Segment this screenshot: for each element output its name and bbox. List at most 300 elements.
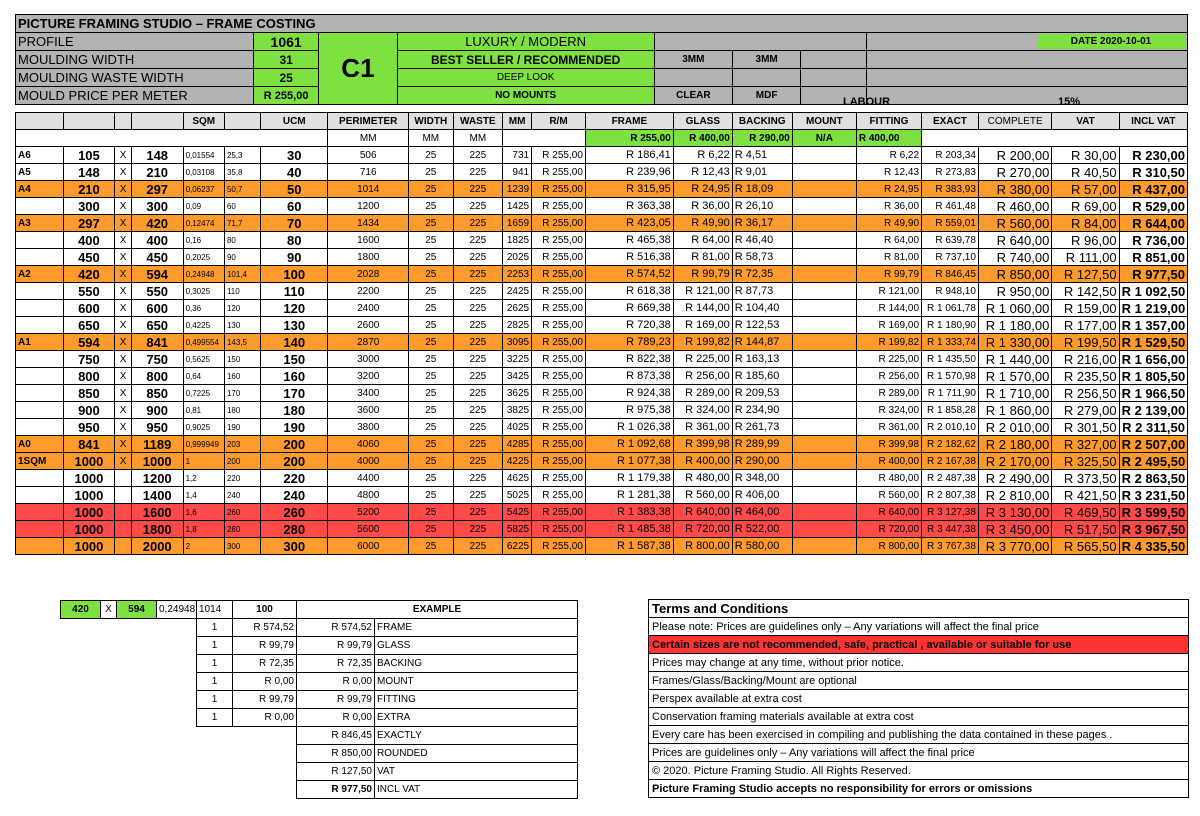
size-name bbox=[16, 368, 64, 385]
exact-cost: R 2 487,38 bbox=[922, 470, 979, 487]
backing-cost: R 289,99 bbox=[732, 436, 792, 453]
fitting-cost: R 324,00 bbox=[856, 402, 921, 419]
size-x: X bbox=[115, 453, 132, 470]
size-cm: 101,4 bbox=[224, 266, 260, 283]
complete-cost: R 950,00 bbox=[978, 283, 1051, 300]
size-name bbox=[16, 317, 64, 334]
example-item-name: FITTING bbox=[375, 691, 578, 709]
backing-cost: R 36,17 bbox=[732, 215, 792, 232]
complete-cost: R 850,00 bbox=[978, 266, 1051, 283]
size-cm: 130 bbox=[224, 317, 260, 334]
table-row bbox=[16, 334, 1188, 351]
unit-row-blank bbox=[16, 130, 328, 147]
example-item-name: FRAME bbox=[375, 619, 578, 637]
example-total-value: R 977,50 bbox=[297, 781, 375, 799]
example-width[interactable]: 420 bbox=[61, 601, 101, 619]
mm-value: 4225 bbox=[503, 453, 532, 470]
fitting-cost: R 169,00 bbox=[856, 317, 921, 334]
example-item-name: EXTRA bbox=[375, 709, 578, 727]
size-name bbox=[16, 470, 64, 487]
col-blank bbox=[131, 113, 183, 130]
example-qty[interactable]: 1 bbox=[197, 709, 233, 727]
ucm-value: 50 bbox=[261, 181, 328, 198]
width-value: 25 bbox=[409, 283, 453, 300]
fitting-cost: R 64,00 bbox=[856, 232, 921, 249]
mm-value: 2825 bbox=[503, 317, 532, 334]
size-width: 594 bbox=[63, 334, 115, 351]
size-width: 450 bbox=[63, 249, 115, 266]
mount-cost bbox=[792, 538, 856, 555]
sqm-value: 1,8 bbox=[183, 521, 224, 538]
width-value: 25 bbox=[409, 300, 453, 317]
price-backing[interactable]: R 290,00 bbox=[732, 130, 792, 147]
price-mount[interactable]: N/A bbox=[792, 130, 856, 147]
page-title: PICTURE FRAMING STUDIO – FRAME COSTING bbox=[16, 15, 1188, 33]
glass-cost: R 800,00 bbox=[673, 538, 732, 555]
fitting-cost: R 199,82 bbox=[856, 334, 921, 351]
terms-block bbox=[648, 599, 1189, 798]
mm-value: 2025 bbox=[503, 249, 532, 266]
glass-cost: R 99,79 bbox=[673, 266, 732, 283]
ucm-value: 200 bbox=[261, 453, 328, 470]
size-name bbox=[16, 300, 64, 317]
fitting-cost: R 361,00 bbox=[856, 419, 921, 436]
perimeter-value: 1600 bbox=[328, 232, 409, 249]
frame-cost: R 1 485,38 bbox=[585, 521, 673, 538]
vat-cost: R 565,50 bbox=[1052, 538, 1119, 555]
glass-cost: R 560,00 bbox=[673, 487, 732, 504]
mount-cost bbox=[792, 334, 856, 351]
complete-cost: R 2 010,00 bbox=[978, 419, 1051, 436]
fitting-cost: R 144,00 bbox=[856, 300, 921, 317]
frame-cost: R 186,41 bbox=[585, 147, 673, 164]
example-line-cost: R 574,52 bbox=[297, 619, 375, 637]
glass-cost: R 169,00 bbox=[673, 317, 732, 334]
size-name: A5 bbox=[16, 164, 64, 181]
size-height: 1400 bbox=[131, 487, 183, 504]
width-value: 25 bbox=[409, 419, 453, 436]
table-row bbox=[16, 351, 1188, 368]
rm-value: R 255,00 bbox=[532, 368, 586, 385]
rm-value: R 255,00 bbox=[532, 266, 586, 283]
width-value: 25 bbox=[409, 351, 453, 368]
complete-cost: R 1 860,00 bbox=[978, 402, 1051, 419]
date-cell bbox=[866, 33, 1187, 51]
size-height: 1200 bbox=[131, 470, 183, 487]
mount-cost bbox=[792, 504, 856, 521]
waste-value: 225 bbox=[453, 181, 503, 198]
example-total-row bbox=[61, 727, 578, 745]
exact-cost: R 383,93 bbox=[922, 181, 979, 198]
mm-value: 1425 bbox=[503, 198, 532, 215]
waste-value: 225 bbox=[453, 232, 503, 249]
ucm-value: 40 bbox=[261, 164, 328, 181]
terms-line-row bbox=[649, 690, 1189, 708]
mount-cost bbox=[792, 283, 856, 300]
size-name bbox=[16, 419, 64, 436]
perimeter-value: 4060 bbox=[328, 436, 409, 453]
vat-cost: R 373,50 bbox=[1052, 470, 1119, 487]
exact-cost: R 1 180,90 bbox=[922, 317, 979, 334]
width-value: 25 bbox=[409, 385, 453, 402]
col-frame: FRAME bbox=[585, 113, 673, 130]
incl-vat-cost: R 1 357,00 bbox=[1119, 317, 1187, 334]
perimeter-value: 4400 bbox=[328, 470, 409, 487]
profile-code: C1 bbox=[319, 33, 397, 105]
backing-cost: R 209,53 bbox=[732, 385, 792, 402]
incl-vat-cost: R 2 863,50 bbox=[1119, 470, 1187, 487]
table-row bbox=[16, 283, 1188, 300]
sqm-value: 0,09 bbox=[183, 198, 224, 215]
size-cm: 35,8 bbox=[224, 164, 260, 181]
size-x: X bbox=[115, 436, 132, 453]
mount-cost bbox=[792, 232, 856, 249]
complete-cost: R 460,00 bbox=[978, 198, 1051, 215]
mount-cost bbox=[792, 351, 856, 368]
mount-cost bbox=[792, 147, 856, 164]
frame-cost: R 1 179,38 bbox=[585, 470, 673, 487]
backing-cost: R 4,51 bbox=[732, 147, 792, 164]
backing-cost: R 9,01 bbox=[732, 164, 792, 181]
ucm-value: 120 bbox=[261, 300, 328, 317]
perimeter-value: 4800 bbox=[328, 487, 409, 504]
example-qty[interactable]: 1 bbox=[197, 673, 233, 691]
vat-cost: R 279,00 bbox=[1052, 402, 1119, 419]
example-total-name: EXACTLY bbox=[375, 727, 578, 745]
vat-cost: R 142,50 bbox=[1052, 283, 1119, 300]
rm-value: R 255,00 bbox=[532, 436, 586, 453]
mm-value: 2253 bbox=[503, 266, 532, 283]
glass-cost: R 121,00 bbox=[673, 283, 732, 300]
header-filler bbox=[866, 87, 1187, 105]
size-name: A2 bbox=[16, 266, 64, 283]
sqm-value: 0,03108 bbox=[183, 164, 224, 181]
size-name: 1SQM bbox=[16, 453, 64, 470]
backing-cost: R 26,10 bbox=[732, 198, 792, 215]
width-value: 25 bbox=[409, 453, 453, 470]
sqm-value: 1,6 bbox=[183, 504, 224, 521]
col-exact: EXACT bbox=[922, 113, 979, 130]
size-height: 800 bbox=[131, 368, 183, 385]
size-height: 900 bbox=[131, 402, 183, 419]
example-item-row bbox=[61, 655, 578, 673]
vat-cost: R 199,50 bbox=[1052, 334, 1119, 351]
sqm-value: 0,81 bbox=[183, 402, 224, 419]
vat-cost: R 84,00 bbox=[1052, 215, 1119, 232]
perimeter-value: 716 bbox=[328, 164, 409, 181]
glass-cost: R 36,00 bbox=[673, 198, 732, 215]
exact-cost: R 1 333,74 bbox=[922, 334, 979, 351]
table-row bbox=[16, 300, 1188, 317]
example-item-row bbox=[61, 673, 578, 691]
complete-cost: R 3 450,00 bbox=[978, 521, 1051, 538]
ucm-value: 220 bbox=[261, 470, 328, 487]
perimeter-value: 1014 bbox=[328, 181, 409, 198]
terms-line-row bbox=[649, 708, 1189, 726]
vat-cost: R 517,50 bbox=[1052, 521, 1119, 538]
mount-cost bbox=[792, 419, 856, 436]
price-fitting[interactable]: R 400,00 bbox=[856, 130, 921, 147]
perimeter-value: 3600 bbox=[328, 402, 409, 419]
size-x: X bbox=[115, 249, 132, 266]
complete-cost: R 2 170,00 bbox=[978, 453, 1051, 470]
size-x bbox=[115, 470, 132, 487]
glass-cost: R 64,00 bbox=[673, 232, 732, 249]
example-item-row bbox=[61, 691, 578, 709]
mm-value: 5425 bbox=[503, 504, 532, 521]
incl-vat-cost: R 310,50 bbox=[1119, 164, 1187, 181]
incl-vat-cost: R 2 139,00 bbox=[1119, 402, 1187, 419]
mm-value: 5025 bbox=[503, 487, 532, 504]
backing-cost: R 87,73 bbox=[732, 283, 792, 300]
ucm-value: 300 bbox=[261, 538, 328, 555]
perimeter-value: 2870 bbox=[328, 334, 409, 351]
complete-cost: R 640,00 bbox=[978, 232, 1051, 249]
mm-value: 1659 bbox=[503, 215, 532, 232]
exact-cost: R 3 767,38 bbox=[922, 538, 979, 555]
size-name: A3 bbox=[16, 215, 64, 232]
incl-vat-cost: R 2 495,50 bbox=[1119, 453, 1187, 470]
backing-cost: R 234,90 bbox=[732, 402, 792, 419]
exact-cost: R 2 807,38 bbox=[922, 487, 979, 504]
example-blank bbox=[61, 727, 297, 745]
vat-cost: R 235,50 bbox=[1052, 368, 1119, 385]
backing-cost: R 72,35 bbox=[732, 266, 792, 283]
example-blank bbox=[61, 745, 297, 763]
vat-cost: R 111,00 bbox=[1052, 249, 1119, 266]
size-height: 148 bbox=[131, 147, 183, 164]
perimeter-value: 1800 bbox=[328, 249, 409, 266]
perimeter-value: 2400 bbox=[328, 300, 409, 317]
table-row bbox=[16, 317, 1188, 334]
mould-price-value[interactable]: R 255,00 bbox=[254, 87, 319, 105]
complete-cost: R 1 060,00 bbox=[978, 300, 1051, 317]
terms-line: Certain sizes are not recommended, safe, practical , available or suitable for use bbox=[649, 636, 1189, 654]
size-name: A1 bbox=[16, 334, 64, 351]
size-height: 450 bbox=[131, 249, 183, 266]
example-total-value: R 846,45 bbox=[297, 727, 375, 745]
sqm-value: 0,3025 bbox=[183, 283, 224, 300]
example-qty[interactable]: 1 bbox=[197, 691, 233, 709]
example-blank bbox=[61, 673, 197, 691]
header-filler bbox=[654, 69, 732, 87]
perimeter-value: 3200 bbox=[328, 368, 409, 385]
sqm-value: 0,01554 bbox=[183, 147, 224, 164]
vat-cost: R 469,50 bbox=[1052, 504, 1119, 521]
sqm-value: 0,12474 bbox=[183, 215, 224, 232]
size-cm: 90 bbox=[224, 249, 260, 266]
example-qty[interactable]: 1 bbox=[197, 655, 233, 673]
mm-value: 941 bbox=[503, 164, 532, 181]
header-filler bbox=[733, 69, 801, 87]
example-qty[interactable]: 1 bbox=[197, 637, 233, 655]
table-row bbox=[16, 181, 1188, 198]
incl-vat-cost: R 1 529,50 bbox=[1119, 334, 1187, 351]
table-row bbox=[16, 402, 1188, 419]
moulding-waste-label: MOULDING WASTE WIDTH bbox=[16, 69, 254, 87]
exact-cost: R 2 182,62 bbox=[922, 436, 979, 453]
size-height: 210 bbox=[131, 164, 183, 181]
width-value: 25 bbox=[409, 504, 453, 521]
moulding-width-value[interactable]: 31 bbox=[254, 51, 319, 69]
size-x: X bbox=[115, 317, 132, 334]
size-cm: 170 bbox=[224, 385, 260, 402]
size-cm: 280 bbox=[224, 521, 260, 538]
table-row bbox=[16, 249, 1188, 266]
price-frame[interactable]: R 255,00 bbox=[585, 130, 673, 147]
incl-vat-cost: R 644,00 bbox=[1119, 215, 1187, 232]
perimeter-value: 1200 bbox=[328, 198, 409, 215]
rm-value: R 255,00 bbox=[532, 419, 586, 436]
size-cm: 203 bbox=[224, 436, 260, 453]
size-x: X bbox=[115, 385, 132, 402]
size-name: A6 bbox=[16, 147, 64, 164]
table-row bbox=[16, 147, 1188, 164]
size-height: 2000 bbox=[131, 538, 183, 555]
table-row bbox=[16, 385, 1188, 402]
vat-cost: R 177,00 bbox=[1052, 317, 1119, 334]
complete-cost: R 380,00 bbox=[978, 181, 1051, 198]
waste-value: 225 bbox=[453, 266, 503, 283]
mm-value: 2625 bbox=[503, 300, 532, 317]
size-x: X bbox=[115, 215, 132, 232]
example-height[interactable]: 594 bbox=[117, 601, 157, 619]
waste-value: 225 bbox=[453, 504, 503, 521]
size-x: X bbox=[115, 300, 132, 317]
table-row bbox=[16, 538, 1188, 555]
glass-cost: R 144,00 bbox=[673, 300, 732, 317]
size-width: 297 bbox=[63, 215, 115, 232]
width-value: 25 bbox=[409, 368, 453, 385]
example-unit-cost: R 0,00 bbox=[233, 673, 297, 691]
perimeter-value: 4000 bbox=[328, 453, 409, 470]
exact-cost: R 1 061,78 bbox=[922, 300, 979, 317]
complete-cost: R 3 130,00 bbox=[978, 504, 1051, 521]
rm-value: R 255,00 bbox=[532, 317, 586, 334]
perimeter-value: 3000 bbox=[328, 351, 409, 368]
col-blank bbox=[16, 113, 64, 130]
table-row bbox=[16, 368, 1188, 385]
unit-row-blank bbox=[922, 130, 1188, 147]
backing-cost: R 261,73 bbox=[732, 419, 792, 436]
rm-value: R 255,00 bbox=[532, 453, 586, 470]
size-height: 1189 bbox=[131, 436, 183, 453]
incl-vat-cost: R 851,00 bbox=[1119, 249, 1187, 266]
size-name bbox=[16, 232, 64, 249]
price-glass[interactable]: R 400,00 bbox=[673, 130, 732, 147]
sqm-value: 0,64 bbox=[183, 368, 224, 385]
size-width: 650 bbox=[63, 317, 115, 334]
col-blank bbox=[63, 113, 115, 130]
incl-vat-cost: R 2 311,50 bbox=[1119, 419, 1187, 436]
unit-mm: MM bbox=[453, 130, 503, 147]
glass-cost: R 361,00 bbox=[673, 419, 732, 436]
size-width: 210 bbox=[63, 181, 115, 198]
ucm-value: 140 bbox=[261, 334, 328, 351]
exact-cost: R 1 711,90 bbox=[922, 385, 979, 402]
fitting-cost: R 400,00 bbox=[856, 453, 921, 470]
backing-cost: R 163,13 bbox=[732, 351, 792, 368]
terms-line: Please note: Prices are guidelines only – Any variations will affect the final price bbox=[649, 618, 1189, 636]
terms-line: Perspex available at extra cost bbox=[649, 690, 1189, 708]
moulding-waste-value[interactable]: 25 bbox=[254, 69, 319, 87]
size-width: 950 bbox=[63, 419, 115, 436]
complete-cost: R 1 330,00 bbox=[978, 334, 1051, 351]
terms-line: Conservation framing materials available at extra cost bbox=[649, 708, 1189, 726]
terms-heading-row bbox=[649, 600, 1189, 618]
frame-cost: R 618,38 bbox=[585, 283, 673, 300]
frame-cost: R 669,38 bbox=[585, 300, 673, 317]
sqm-value: 0,2025 bbox=[183, 249, 224, 266]
size-width: 1000 bbox=[63, 521, 115, 538]
exact-cost: R 273,83 bbox=[922, 164, 979, 181]
exact-cost: R 639,78 bbox=[922, 232, 979, 249]
size-x: X bbox=[115, 351, 132, 368]
mm-value: 5825 bbox=[503, 521, 532, 538]
frame-cost: R 720,38 bbox=[585, 317, 673, 334]
complete-cost: R 740,00 bbox=[978, 249, 1051, 266]
ucm-value: 130 bbox=[261, 317, 328, 334]
rm-value: R 255,00 bbox=[532, 147, 586, 164]
incl-vat-cost: R 3 967,50 bbox=[1119, 521, 1187, 538]
tag-luxury: LUXURY / MODERN bbox=[397, 33, 654, 51]
width-value: 25 bbox=[409, 436, 453, 453]
rm-value: R 255,00 bbox=[532, 385, 586, 402]
terms-line-row bbox=[649, 672, 1189, 690]
example-item-row bbox=[61, 637, 578, 655]
perimeter-value: 5200 bbox=[328, 504, 409, 521]
size-x: X bbox=[115, 402, 132, 419]
example-unit-cost: R 72,35 bbox=[233, 655, 297, 673]
perimeter-value: 2600 bbox=[328, 317, 409, 334]
example-line-cost: R 0,00 bbox=[297, 673, 375, 691]
table-row bbox=[16, 453, 1188, 470]
profile-value[interactable]: 1061 bbox=[254, 33, 319, 51]
frame-cost: R 239,96 bbox=[585, 164, 673, 181]
incl-vat-cost: R 529,00 bbox=[1119, 198, 1187, 215]
header-filler bbox=[866, 69, 1187, 87]
waste-value: 225 bbox=[453, 300, 503, 317]
vat-cost: R 69,00 bbox=[1052, 198, 1119, 215]
size-name bbox=[16, 249, 64, 266]
sqm-value: 0,06237 bbox=[183, 181, 224, 198]
width-value: 25 bbox=[409, 538, 453, 555]
size-cm: 190 bbox=[224, 419, 260, 436]
frame-cost: R 363,38 bbox=[585, 198, 673, 215]
mount-cost bbox=[792, 385, 856, 402]
rm-value: R 255,00 bbox=[532, 402, 586, 419]
width-value: 25 bbox=[409, 402, 453, 419]
ucm-value: 100 bbox=[261, 266, 328, 283]
size-cm: 71,7 bbox=[224, 215, 260, 232]
example-qty[interactable]: 1 bbox=[197, 619, 233, 637]
complete-cost: R 270,00 bbox=[978, 164, 1051, 181]
rm-value: R 255,00 bbox=[532, 283, 586, 300]
size-cm: 110 bbox=[224, 283, 260, 300]
backing-cost: R 522,00 bbox=[732, 521, 792, 538]
moulding-width-label: MOULDING WIDTH bbox=[16, 51, 254, 69]
size-x: X bbox=[115, 147, 132, 164]
col-ucm: UCM bbox=[261, 113, 328, 130]
unit-mm: MM bbox=[328, 130, 409, 147]
size-height: 750 bbox=[131, 351, 183, 368]
ucm-value: 200 bbox=[261, 436, 328, 453]
table-row bbox=[16, 198, 1188, 215]
col-perimeter: PERIMETER bbox=[328, 113, 409, 130]
size-x: X bbox=[115, 368, 132, 385]
complete-cost: R 2 490,00 bbox=[978, 470, 1051, 487]
size-x bbox=[115, 521, 132, 538]
